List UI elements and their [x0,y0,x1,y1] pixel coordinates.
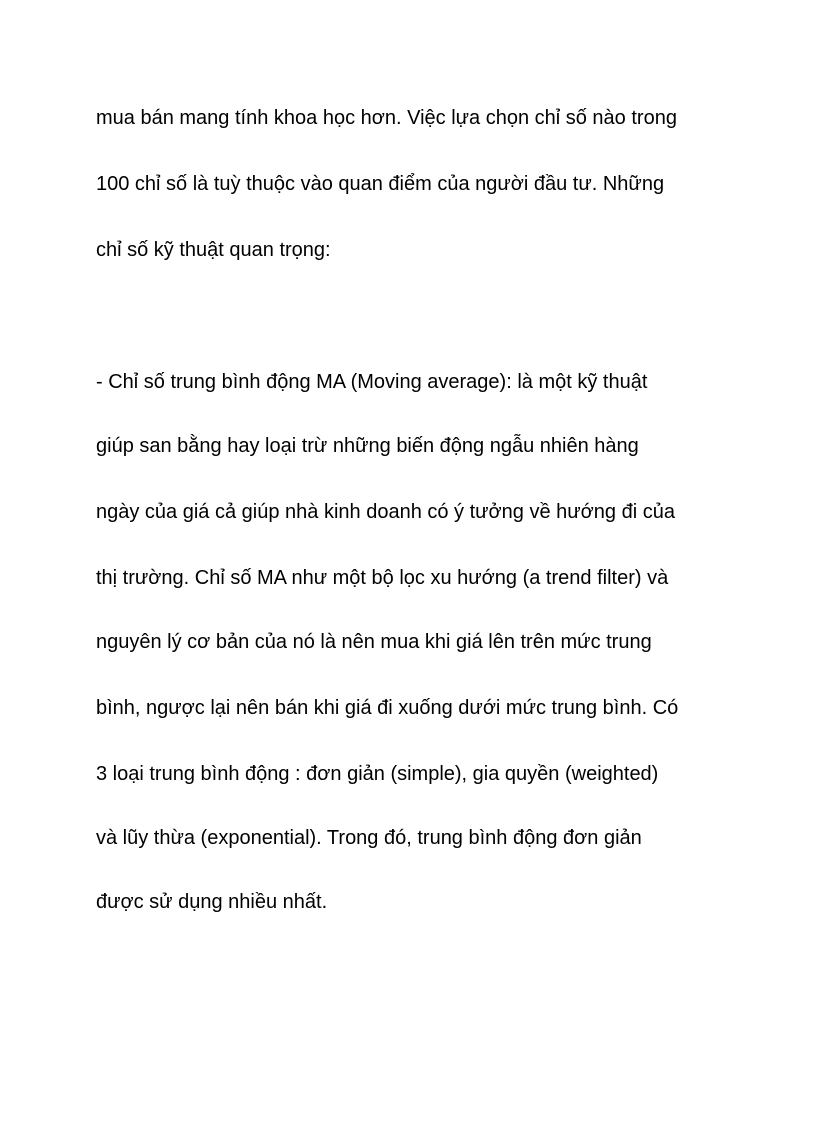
text-line: ngày của giá cả giúp nhà kinh doanh có ý tưởng về hướng đi của [96,501,675,523]
text-line: được sử dụng nhiều nhất. [96,891,328,913]
text-line: 100 chỉ số là tuỳ thuộc vào quan điểm của người đầu tư. Những [96,173,665,195]
text-line: chỉ số kỹ thuật quan trọng: [96,239,331,261]
text-line: bình, ngược lại nên bán khi giá đi xuống dưới mức trung bình. Có [96,697,679,719]
text-line: và lũy thừa (exponential). Trong đó, trung bình động đơn giản [96,827,642,849]
text-line: 3 loại trung bình động : đơn giản (simple), gia quyền (weighted) [96,763,659,785]
text-line: - Chỉ số trung bình động MA (Moving average): là một kỹ thuật [96,371,648,393]
text-line: nguyên lý cơ bản của nó là nên mua khi giá lên trên mức trung [96,631,652,653]
text-line: thị trường. Chỉ số MA như một bộ lọc xu hướng (a trend filter) và [96,567,669,589]
text-line: giúp san bằng hay loại trừ những biến động ngẫu nhiên hàng [96,435,639,457]
text-line: mua bán mang tính khoa học hơn. Việc lựa chọn chỉ số nào trong [96,107,677,129]
